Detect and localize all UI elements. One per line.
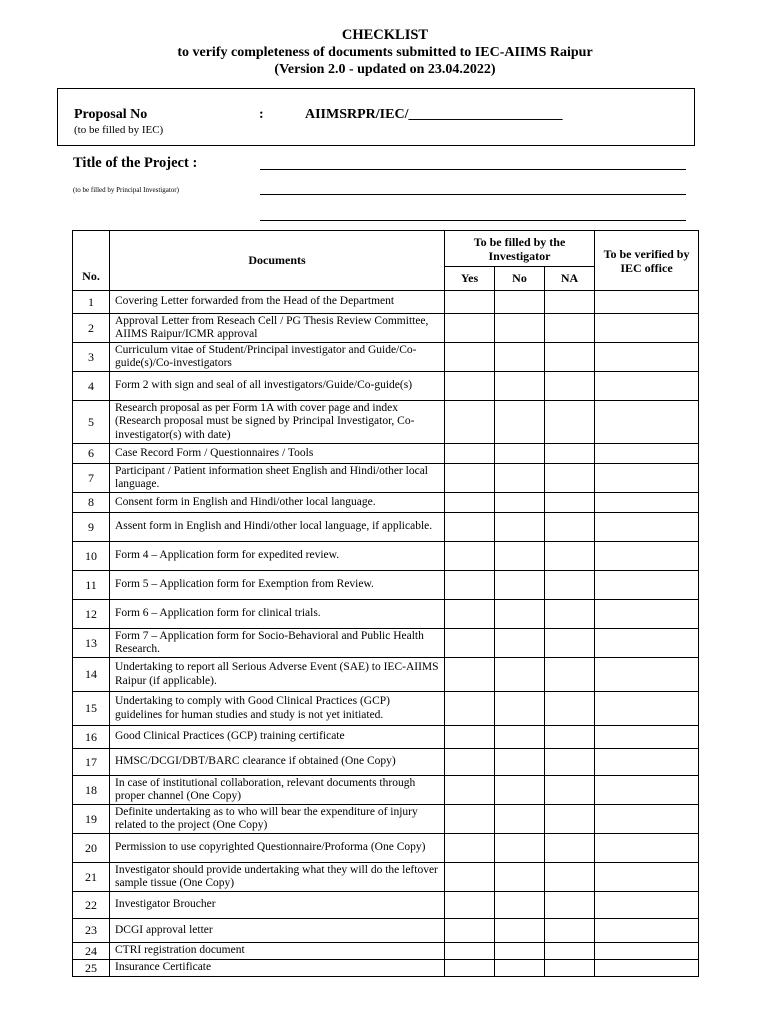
- iec-verification-cell[interactable]: [595, 960, 699, 977]
- row-number: 13: [73, 629, 110, 658]
- document-checklist-table: [72, 230, 699, 977]
- yes-cell[interactable]: [445, 401, 495, 444]
- table-row: [73, 542, 699, 571]
- iec-verification-cell[interactable]: [595, 692, 699, 726]
- table-row: [73, 493, 699, 513]
- table-row: [73, 444, 699, 464]
- na-cell[interactable]: [545, 805, 595, 834]
- row-number: 25: [73, 960, 110, 977]
- na-cell[interactable]: [545, 726, 595, 749]
- no-cell[interactable]: [495, 493, 545, 513]
- no-cell[interactable]: [495, 892, 545, 919]
- project-title-line-2[interactable]: [260, 194, 686, 195]
- na-cell[interactable]: [545, 749, 595, 776]
- no-cell[interactable]: [495, 444, 545, 464]
- na-cell[interactable]: [545, 542, 595, 571]
- column-header-yes: Yes: [445, 267, 495, 291]
- na-cell[interactable]: [545, 960, 595, 977]
- yes-cell[interactable]: [445, 542, 495, 571]
- row-number: 2: [73, 314, 110, 343]
- row-number: 20: [73, 834, 110, 863]
- column-header-investigator: To be filled by the Investigator: [445, 231, 595, 267]
- project-title-line-1[interactable]: [260, 169, 686, 170]
- yes-cell[interactable]: [445, 919, 495, 943]
- project-title-note: (to be filled by Principal Investigator): [73, 186, 179, 194]
- na-cell[interactable]: [545, 692, 595, 726]
- row-number: 4: [73, 372, 110, 401]
- table-row: [73, 343, 699, 372]
- document-name: Approval Letter from Reseach Cell / PG Thesis Review Committee, AIIMS Raipur/ICMR approval: [110, 314, 445, 343]
- iec-verification-cell[interactable]: [595, 726, 699, 749]
- yes-cell[interactable]: [445, 600, 495, 629]
- checklist-version: (Version 2.0 - updated on 23.04.2022): [274, 62, 496, 77]
- na-cell[interactable]: [545, 372, 595, 401]
- table-row: [73, 749, 699, 776]
- proposal-label: Proposal No: [74, 107, 148, 122]
- no-cell[interactable]: [495, 919, 545, 943]
- column-header-no-answer: No: [495, 267, 545, 291]
- na-cell[interactable]: [545, 493, 595, 513]
- row-number: 21: [73, 863, 110, 892]
- project-title-line-3[interactable]: [260, 220, 686, 221]
- table-row: [73, 834, 699, 863]
- no-cell[interactable]: [495, 863, 545, 892]
- no-cell[interactable]: [495, 372, 545, 401]
- na-cell[interactable]: [545, 401, 595, 444]
- table-row: [73, 776, 699, 805]
- document-header: [0, 27, 770, 78]
- iec-verification-cell[interactable]: [595, 629, 699, 658]
- na-cell[interactable]: [545, 776, 595, 805]
- document-name: Undertaking to report all Serious Adverse Event (SAE) to IEC-AIIMS Raipur (if applicable).: [110, 658, 445, 692]
- column-header-no: No.: [73, 231, 110, 291]
- column-header-iec: To be verified by IEC office: [595, 231, 699, 291]
- iec-verification-cell[interactable]: [595, 600, 699, 629]
- iec-verification-cell[interactable]: [595, 372, 699, 401]
- na-cell[interactable]: [545, 600, 595, 629]
- no-cell[interactable]: [495, 834, 545, 863]
- na-cell[interactable]: [545, 863, 595, 892]
- yes-cell[interactable]: [445, 343, 495, 372]
- na-cell[interactable]: [545, 943, 595, 960]
- yes-cell[interactable]: [445, 726, 495, 749]
- document-name: Definite undertaking as to who will bear the expenditure of injury related to the project (One Copy): [110, 805, 445, 834]
- document-name: Investigator Broucher: [110, 892, 445, 919]
- table-row: [73, 658, 699, 692]
- yes-cell[interactable]: [445, 291, 495, 314]
- na-cell[interactable]: [545, 629, 595, 658]
- no-cell[interactable]: [495, 943, 545, 960]
- iec-verification-cell[interactable]: [595, 892, 699, 919]
- row-number: 18: [73, 776, 110, 805]
- no-cell[interactable]: [495, 805, 545, 834]
- yes-cell[interactable]: [445, 314, 495, 343]
- document-name: Investigator should provide undertaking what they will do the leftover sample tissue (One Copy): [110, 863, 445, 892]
- iec-verification-cell[interactable]: [595, 943, 699, 960]
- yes-cell[interactable]: [445, 493, 495, 513]
- document-name: Permission to use copyrighted Questionnaire/Proforma (One Copy): [110, 834, 445, 863]
- table-row: [73, 571, 699, 600]
- iec-verification-cell[interactable]: [595, 571, 699, 600]
- row-number: 8: [73, 493, 110, 513]
- checklist-subtitle: to verify completeness of documents submitted to IEC-AIIMS Raipur: [177, 45, 593, 60]
- table-row: [73, 372, 699, 401]
- yes-cell[interactable]: [445, 943, 495, 960]
- document-name: Form 4 – Application form for expedited review.: [110, 542, 445, 571]
- no-cell[interactable]: [495, 776, 545, 805]
- no-cell[interactable]: [495, 343, 545, 372]
- document-name: In case of institutional collaboration, relevant documents through proper channel (One Copy): [110, 776, 445, 805]
- iec-verification-cell[interactable]: [595, 493, 699, 513]
- iec-verification-cell[interactable]: [595, 749, 699, 776]
- na-cell[interactable]: [545, 658, 595, 692]
- checklist-title: CHECKLIST: [341, 27, 429, 43]
- yes-cell[interactable]: [445, 805, 495, 834]
- no-cell[interactable]: [495, 600, 545, 629]
- iec-verification-cell[interactable]: [595, 464, 699, 493]
- row-number: 5: [73, 401, 110, 444]
- na-cell[interactable]: [545, 464, 595, 493]
- document-name: Form 6 – Application form for clinical trials.: [110, 600, 445, 629]
- no-cell[interactable]: [495, 464, 545, 493]
- yes-cell[interactable]: [445, 863, 495, 892]
- document-name: Insurance Certificate: [110, 960, 445, 977]
- document-name: Research proposal as per Form 1A with cover page and index (Research proposal must be signed by Principal Investigator, Co-investigator(s) with date): [110, 401, 445, 444]
- iec-verification-cell[interactable]: [595, 444, 699, 464]
- iec-verification-cell[interactable]: [595, 343, 699, 372]
- yes-cell[interactable]: [445, 658, 495, 692]
- document-name: Participant / Patient information sheet English and Hindi/other local language.: [110, 464, 445, 493]
- iec-verification-cell[interactable]: [595, 291, 699, 314]
- yes-cell[interactable]: [445, 749, 495, 776]
- row-number: 16: [73, 726, 110, 749]
- document-name: Good Clinical Practices (GCP) training certificate: [110, 726, 445, 749]
- no-cell[interactable]: [495, 658, 545, 692]
- proposal-colon: :: [259, 107, 264, 122]
- no-cell[interactable]: [495, 629, 545, 658]
- document-name: Undertaking to comply with Good Clinical Practices (GCP) guidelines for human studies and study is not yet initiated.: [110, 692, 445, 726]
- document-name: Form 5 – Application form for Exemption from Review.: [110, 571, 445, 600]
- row-number: 7: [73, 464, 110, 493]
- iec-verification-cell[interactable]: [595, 314, 699, 343]
- document-name: Form 2 with sign and seal of all investigators/Guide/Co-guide(s): [110, 372, 445, 401]
- row-number: 3: [73, 343, 110, 372]
- na-cell[interactable]: [545, 513, 595, 542]
- row-number: 12: [73, 600, 110, 629]
- row-number: 22: [73, 892, 110, 919]
- no-cell[interactable]: [495, 542, 545, 571]
- iec-verification-cell[interactable]: [595, 805, 699, 834]
- row-number: 1: [73, 291, 110, 314]
- iec-verification-cell[interactable]: [595, 919, 699, 943]
- document-name: CTRI registration document: [110, 943, 445, 960]
- row-number: 6: [73, 444, 110, 464]
- table-row: [73, 600, 699, 629]
- na-cell[interactable]: [545, 343, 595, 372]
- table-row: [73, 726, 699, 749]
- yes-cell[interactable]: [445, 444, 495, 464]
- table-row: [73, 291, 699, 314]
- yes-cell[interactable]: [445, 892, 495, 919]
- row-number: 11: [73, 571, 110, 600]
- table-row: [73, 513, 699, 542]
- table-row: [73, 692, 699, 726]
- row-number: 17: [73, 749, 110, 776]
- yes-cell[interactable]: [445, 372, 495, 401]
- yes-cell[interactable]: [445, 960, 495, 977]
- row-number: 24: [73, 943, 110, 960]
- table-row: [73, 314, 699, 343]
- no-cell[interactable]: [495, 291, 545, 314]
- iec-verification-cell[interactable]: [595, 658, 699, 692]
- column-header-documents: Documents: [110, 231, 445, 291]
- project-title-label: Title of the Project :: [73, 155, 198, 171]
- na-cell[interactable]: [545, 571, 595, 600]
- document-name: Form 7 – Application form for Socio-Behavioral and Public Health Research.: [110, 629, 445, 658]
- no-cell[interactable]: [495, 314, 545, 343]
- no-cell[interactable]: [495, 726, 545, 749]
- yes-cell[interactable]: [445, 629, 495, 658]
- iec-verification-cell[interactable]: [595, 513, 699, 542]
- yes-cell[interactable]: [445, 776, 495, 805]
- na-cell[interactable]: [545, 291, 595, 314]
- table-row: [73, 805, 699, 834]
- document-name: Covering Letter forwarded from the Head of the Department: [110, 291, 445, 314]
- iec-verification-cell[interactable]: [595, 776, 699, 805]
- column-header-na: NA: [545, 267, 595, 291]
- proposal-number-box: [57, 88, 695, 146]
- table-row: [73, 863, 699, 892]
- row-number: 19: [73, 805, 110, 834]
- table-row: [73, 892, 699, 919]
- yes-cell[interactable]: [445, 692, 495, 726]
- table-row: [73, 464, 699, 493]
- row-number: 10: [73, 542, 110, 571]
- na-cell[interactable]: [545, 834, 595, 863]
- row-number: 9: [73, 513, 110, 542]
- table-row: [73, 401, 699, 444]
- document-name: Case Record Form / Questionnaires / Tools: [110, 444, 445, 464]
- table-row: [73, 960, 699, 977]
- yes-cell[interactable]: [445, 464, 495, 493]
- na-cell[interactable]: [545, 314, 595, 343]
- na-cell[interactable]: [545, 919, 595, 943]
- yes-cell[interactable]: [445, 571, 495, 600]
- yes-cell[interactable]: [445, 834, 495, 863]
- table-row: [73, 943, 699, 960]
- no-cell[interactable]: [495, 513, 545, 542]
- row-number: 23: [73, 919, 110, 943]
- document-name: Consent form in English and Hindi/other local language.: [110, 493, 445, 513]
- no-cell[interactable]: [495, 960, 545, 977]
- no-cell[interactable]: [495, 692, 545, 726]
- document-name: DCGI approval letter: [110, 919, 445, 943]
- document-name: Assent form in English and Hindi/other local language, if applicable.: [110, 513, 445, 542]
- no-cell[interactable]: [495, 749, 545, 776]
- na-cell[interactable]: [545, 444, 595, 464]
- table-row: [73, 629, 699, 658]
- no-cell[interactable]: [495, 571, 545, 600]
- proposal-note: (to be filled by IEC): [74, 124, 164, 136]
- iec-verification-cell[interactable]: [595, 401, 699, 444]
- document-name: HMSC/DCGI/DBT/BARC clearance if obtained (One Copy): [110, 749, 445, 776]
- row-number: 15: [73, 692, 110, 726]
- no-cell[interactable]: [495, 401, 545, 444]
- table-row: [73, 919, 699, 943]
- document-name: Curriculum vitae of Student/Principal investigator and Guide/Co-guide(s)/Co-investigators: [110, 343, 445, 372]
- proposal-number-field[interactable]: AIIMSRPR/IEC/______________________: [305, 107, 563, 122]
- yes-cell[interactable]: [445, 513, 495, 542]
- iec-verification-cell[interactable]: [595, 863, 699, 892]
- iec-verification-cell[interactable]: [595, 834, 699, 863]
- iec-verification-cell[interactable]: [595, 542, 699, 571]
- na-cell[interactable]: [545, 892, 595, 919]
- row-number: 14: [73, 658, 110, 692]
